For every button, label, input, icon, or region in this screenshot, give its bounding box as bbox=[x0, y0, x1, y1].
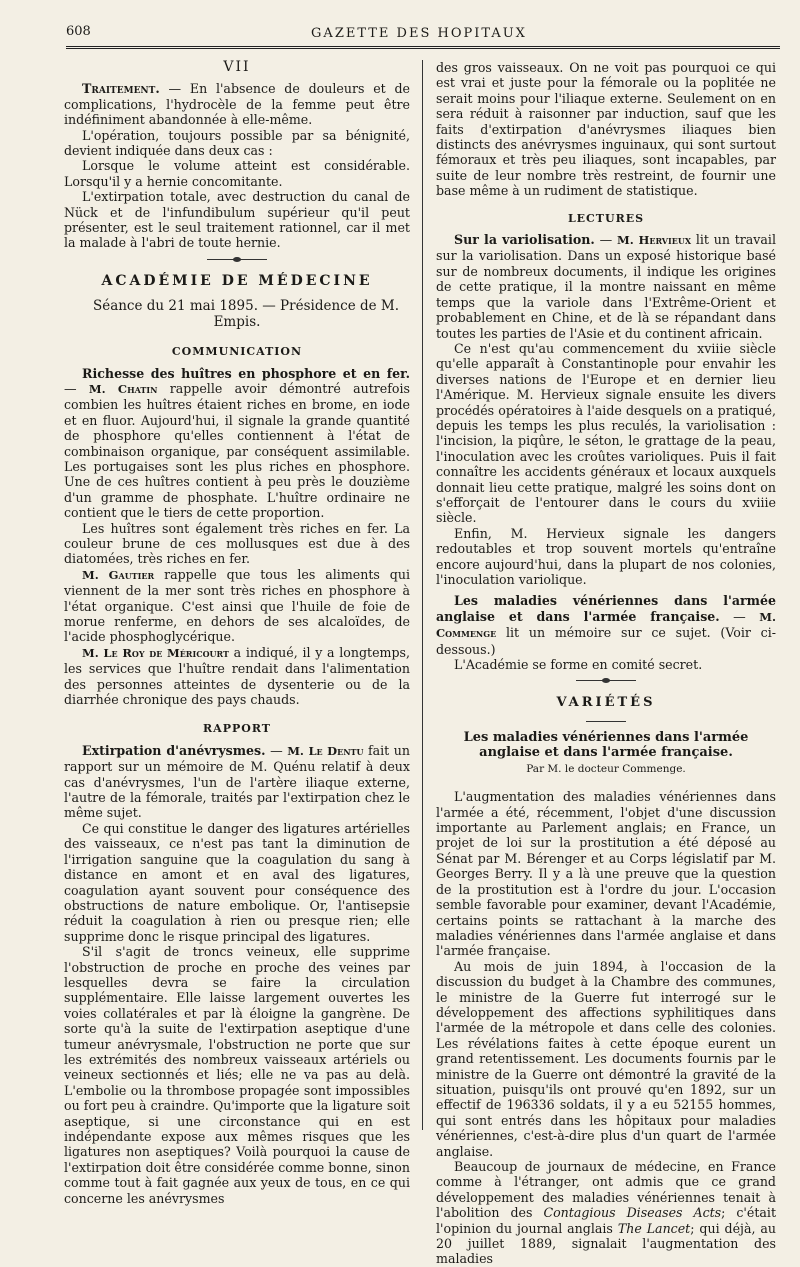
paragraph: Ce qui constitue le danger des ligatures artérielles des vaisseaux, ce n'est pas tant la diminution de l'irrigation sanguine que la coagulation du sang à distance en amont et en aval des ligatures, coagulation ayant souvent pour conséquence des obstructions de nature embolique. Or, l'antisepsie réduit la coagulation à rien ou presque rien; elle supprime donc le risque principal des ligatures. bbox=[64, 820, 410, 944]
paragraph-lead: Traitement. bbox=[82, 81, 160, 97]
author-name: M. Gautier bbox=[82, 567, 155, 582]
paragraph bbox=[436, 1159, 776, 1267]
page-header bbox=[58, 22, 780, 44]
right-column bbox=[436, 60, 776, 1267]
paragraph-text: ; qui déjà, au 20 juillet 1889, signalait l'augmentation des maladies bbox=[436, 1220, 776, 1267]
author-name: M. Le Roy de Méricourt bbox=[82, 645, 229, 660]
page-number: 608 bbox=[66, 24, 91, 39]
paragraph bbox=[64, 81, 410, 127]
paragraph: Au mois de juin 1894, à l'occasion de la discussion du budget à la Chambre des communes, le ministre de la Guerre fut interrogé sur le développement des affections syphilitiques dans l'armée de la métropole et dans celle des colonies. Les révélations faites à cette époque eurent un grand retentissement. Les documents fournis par le ministre de la Guerre ont démontré la gravité de la situation, puisqu'ils ont prouvé qu'en 1892, sur un effectif de 196336 soldats, il y a eu 52155 hommes, qui sont entrés dans les hôpitaux pour maladies vénériennes, c'est-à-dire plus d'un quart de l'armée anglaise. bbox=[436, 958, 776, 1159]
section-number: VII bbox=[223, 59, 251, 75]
paragraph: Richesse des huîtres en phosphore et en fer. — M. Chatin rappelle avoir démontré autrefois combien les huîtres étaient riches en brome, en iode et en fluor. Aujourd'hui, il signale la grande quantité de phosphore qu'elles contiennent à l'état de combinaison organique, par conséquent assimilable. Les portugaises sont les plus riches en phosphore. Une de ces huîtres contient à peu près le douzième d'un gramme de phosphate. L'huître ordinaire ne contient que le tiers de cette proportion. bbox=[64, 365, 410, 521]
paragraph: S'il s'agit de troncs veineux, elle supprime l'obstruction de proche en proche des veines par lesquelles devra se faire la circulation supplémentaire. Elle laisse largement ouvertes les voies collatérales et par là éloigne la gangrène. De sorte qu'à la suite de l'extirpation aseptique d'une tumeur anévrysmale, l'obstruction ne porte que sur les extrémités des nombreux vaisseaux artériels ou veineux sectionnés et liés; elle ne va pas au delà. L'embolie ou la thrombose propagée sont impossibles ou fort peu à craindre. Qu'importe que la ligature soit aseptique, si une circonstance qui en est indépendante expose aux mêmes risques que les ligatures non aseptiques? Voilà pourquoi la cause de l'extirpation doit être considérée comme bonne, sinon comme tout à fait gagnée aux yeux de tous, en ce qui concerne les anévrysmes bbox=[64, 944, 410, 1206]
section-separator bbox=[207, 259, 267, 260]
paragraph-text: lit un travail sur la variolisation. Dans un exposé historique basé sur de nombreux documents, il indique les origines de cette pratique, il la montre naissant en même temps que la variole dans l'Extrême-Orient et probablement en Chine, et de là se répandant dans toutes les parties de l'Asie et du continent africain. bbox=[436, 232, 776, 341]
lectures-heading: LECTURES bbox=[567, 211, 645, 225]
paragraph-text: Beaucoup de journaux de médecine, en France comme à l'étranger, ont admis que ce grand développement des maladies vénériennes tenait à l'abolition des bbox=[436, 1159, 776, 1221]
paragraph: Les huîtres sont également très riches en fer. La couleur brune de ces mollusques est due à des diatomées, très riches en fer. bbox=[64, 520, 410, 567]
article-lead: Extirpation d'anévrysmes. bbox=[82, 742, 266, 758]
header-rule bbox=[66, 46, 780, 49]
author-name: M. Chatin bbox=[88, 381, 158, 396]
left-column bbox=[64, 60, 410, 1206]
paragraph-text: rappelle avoir démontré autrefois combien les huîtres étaient riches en brome, en iode et en fluor. Aujourd'hui, il signale la grande quantité de phosphore qu'elles contiennent à l'état de combinaison organique, par conséquent assimilable. Les portugaises sont les plus riches en phosphore. Une de ces huîtres contient à peu près le douzième d'un gramme de phosphate. L'huître ordinaire ne contient que le tiers de cette proportion. bbox=[64, 380, 410, 521]
author-name: M. Hervieux bbox=[616, 233, 692, 248]
paragraph-text: rappelle que tous les aliments qui viennent de la mer sont très riches en phosphore à l'état organique. C'est ainsi que l'huile de foie de morue renferme, en dehors de ses alcaloïdes, de l'acide phosphoglycérique. bbox=[64, 566, 411, 645]
article-lead: Les maladies vénériennes dans l'armée anglaise et dans l'armée française. bbox=[436, 593, 776, 624]
paragraph: L'opération, toujours possible par sa bénignité, devient indiquée dans deux cas : bbox=[64, 127, 410, 159]
varietes-heading: VARIÉTÉS bbox=[556, 695, 656, 711]
author-name: M. Commenge bbox=[436, 609, 776, 641]
paragraph bbox=[64, 645, 410, 708]
rapport-heading: RAPPORT bbox=[203, 722, 271, 736]
paragraph: Lorsque le volume atteint est considérable. Lorsqu'il y a hernie concomitante. bbox=[64, 158, 410, 189]
paragraph-text: ; c'était l'opinion du journal anglais bbox=[436, 1205, 777, 1236]
paragraph: Extirpation d'anévrysmes. — M. Le Dentu fait un rapport sur un mémoire de M. Quénu relatif à deux cas d'anévrysmes, l'un de l'artère iliaque externe, l'autre de la fémorale, traités par l'extirpation chez le même sujet. bbox=[64, 742, 410, 821]
academie-title: ACADÉMIE DE MÉDECINE bbox=[101, 272, 373, 289]
communication-heading: COMMUNICATION bbox=[171, 345, 303, 359]
section-separator bbox=[576, 680, 636, 681]
newspaper-page bbox=[58, 22, 780, 1267]
article-lead: Richesse des huîtres en phosphore et en fer. bbox=[82, 365, 410, 381]
article-lead: Sur la variolisation. bbox=[454, 232, 595, 248]
short-rule bbox=[586, 721, 626, 722]
article-byline: Par M. le docteur Commenge. bbox=[526, 762, 686, 775]
seance-line: Séance du 21 mai 1895. — Présidence de M. Empis. bbox=[92, 298, 400, 330]
paragraph-text: fait un rapport sur un mémoire de M. Quénu relatif à deux cas d'anévrysmes, l'un de l'artère iliaque externe, l'autre de la fémorale, traités par l'extirpation chez le même sujet. bbox=[64, 742, 410, 821]
paragraph: Sur la variolisation. — M. Hervieux lit un travail sur la variolisation. Dans un exposé historique basé sur de nombreux documents, il indique les origines de cette pratique, il la montre naissant en même temps que la variole dans l'Extrême-Orient et probablement en Chine, et de là se répandant dans toutes les parties de l'Asie et du continent africain. bbox=[436, 232, 776, 341]
paragraph-text: a indiqué, il y a longtemps, les services que l'huître rendait dans l'alimentation des personnes atteintes de dysenterie ou de la diarrhée chronique des pays chauds. bbox=[64, 644, 410, 708]
paragraph: L'augmentation des maladies vénériennes dans l'armée a été, récemment, l'objet d'une discussion importante au Parlement anglais; en France, un projet de loi sur la prostitution a été déposé au Sénat par M. Bérenger et au Corps législatif par M. Georges Berry. Il y a là une preuve que la question de la prostitution est à l'ordre du jour. L'occasion semble favorable pour examiner, devant l'Académie, certains points se rattachant à la marche des maladies vénériennes dans l'armée anglaise et dans l'armée française. bbox=[436, 789, 776, 959]
paragraph: Ce n'est qu'au commencement du xviiie siècle qu'elle apparaît à Constantinople pour envahir les diverses nations de l'Europe et en dernier lieu l'Amérique. M. Hervieux signale ensuite les divers procédés opératoires à l'aide desquels on a pratiqué, depuis les temps les plus reculés, la variolisation : l'incision, la piqûre, le séton, le grattage de la peau, l'inoculation avec les croûtes varioliques. Puis il fait connaître les accidents généraux et locaux auxquels donnait lieu cette pratique, malgré les soins dont on s'efforçait de l'entourer dans le cours du xviiie siècle. bbox=[436, 340, 776, 526]
paragraph-text: — En l'absence de douleurs et de complications, l'hydrocèle de la femme peut être indéfiniment abandonnée à elle-même. bbox=[64, 81, 410, 128]
article-title: Les maladies vénériennes dans l'armée anglaise et dans l'armée française. bbox=[463, 729, 749, 760]
paragraph-text: lit un mémoire sur ce sujet. (Voir ci-dessous.) bbox=[436, 625, 776, 657]
italic-title: Contagious Diseases Acts bbox=[543, 1205, 722, 1221]
journal-title: GAZETTE DES HOPITAUX bbox=[311, 26, 527, 41]
column-divider bbox=[422, 60, 423, 1130]
paragraph: L'Académie se forme en comité secret. bbox=[454, 657, 703, 673]
paragraph: Les maladies vénériennes dans l'armée anglaise et dans l'armée française. — M. Commenge lit un mémoire sur ce sujet. (Voir ci-dessous.) bbox=[436, 593, 776, 657]
paragraph: des gros vaisseaux. On ne voit pas pourquoi ce qui est vrai et juste pour la fémorale ou la poplitée ne serait moins pour l'iliaque externe. Seulement on en sera réduit à raisonner par induction, sauf que les faits d'extirpation d'anévrysmes iliaques bien distincts des anévrysmes inguinaux, qui sont surtout fémoraux et très peu iliaques, sont incapables, par suite de leur nombre très restreint, de fournir une base même à un rudiment de statistique. bbox=[436, 60, 776, 199]
author-name: M. Le Dentu bbox=[287, 743, 364, 758]
paragraph: Enfin, M. Hervieux signale les dangers redoutables et trop souvent mortels qu'entraîne encore aujourd'hui, dans la plupart de nos colonies, l'inoculation variolique. bbox=[436, 525, 776, 587]
paragraph: L'extirpation totale, avec destruction du canal de Nück et de l'infundibulum supérieur qu'il peut présenter, est le seul traitement rationnel, car il met la malade à l'abri de toute hernie. bbox=[64, 189, 410, 251]
paragraph bbox=[64, 567, 410, 645]
italic-title: The Lancet bbox=[617, 1220, 691, 1236]
